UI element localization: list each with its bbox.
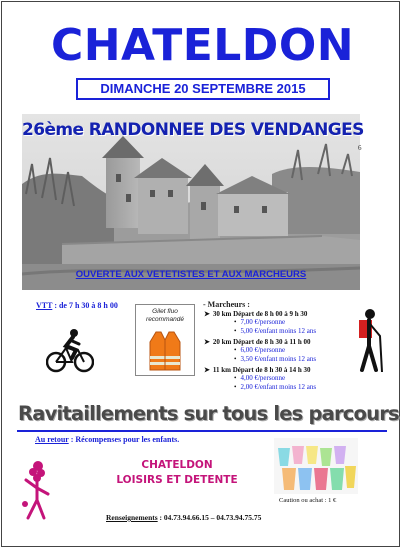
castle-photo — [22, 114, 360, 290]
club-name: CHATELDON LOISIRS ET DETENTE — [116, 459, 238, 486]
contact-info: Renseignements : 04.73.94.66.15 – 04.73.94.75.75 — [106, 513, 262, 522]
grape-figure-icon — [16, 458, 56, 522]
open-to-banner: OUVERTE AUX VETETISTES ET AUX MARCHEURS — [75, 269, 307, 280]
route-30km: ➤ 30 km Départ de 8 h 00 à 9 h 30 • 7,00 €/personne • 5,00 €/enfant moins 12 ans — [204, 310, 317, 335]
vtt-label: VTT — [36, 301, 53, 310]
event-title: 26ème RANDONNEE DES VENDANGES — [22, 120, 364, 140]
event-date: DIMANCHE 20 SEPTEMBRE 2015 — [76, 78, 330, 100]
cups-image — [274, 438, 358, 494]
hiker-icon — [352, 308, 386, 374]
route-20km: ➤ 20 km Départ de 8 h 30 à 11 h 00 • 6,00 €/personne • 3,50 €/enfant moins 12 ans — [204, 338, 317, 363]
cup-deposit-note: Caution ou achat : 1 € — [279, 497, 337, 504]
vtt-time: : de 7 h 30 à 8 h 00 — [52, 301, 118, 310]
route-11km: ➤ 11 km Départ de 8 h 30 à 14 h 30 • 4,00 €/personne • 2,00 €/enfant moins 12 ans — [204, 366, 317, 391]
flyer — [1, 1, 400, 547]
vtt-hours — [36, 301, 118, 310]
divider — [17, 430, 387, 432]
return-rewards: Au retour : Récompenses pour les enfants. — [35, 435, 180, 444]
refreshments-banner: Ravitaillements sur tous les parcours — [18, 402, 399, 425]
safety-vest-icon — [148, 330, 182, 372]
walkers-label: - Marcheurs : — [203, 300, 250, 309]
event-title-mark: 6 — [358, 144, 362, 152]
cyclist-icon — [46, 328, 94, 374]
page-title: CHATELDON — [50, 20, 355, 71]
safety-vest-text: Gilet fluo recommandé — [146, 308, 184, 323]
